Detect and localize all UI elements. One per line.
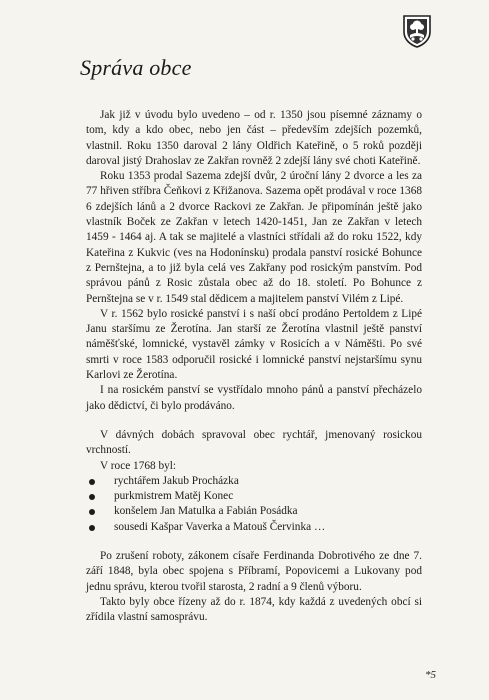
page-number: *5 bbox=[425, 669, 436, 681]
list-item: konšelem Jan Matulka a Fabián Posádka bbox=[86, 504, 422, 519]
spacer bbox=[86, 535, 422, 549]
paragraph-roboty: Po zrušení roboty, zákonem císaře Ferdinanda Dobrotivého ze dne 7. září 1848, byla obec spojena s Příbramí, Popovicemi a Lukovany pod jednu správu, kterou tvořil starosta, 2 radní a 9 členů výboru. bbox=[86, 550, 422, 593]
coat-of-arms-icon bbox=[402, 14, 432, 48]
document-body bbox=[86, 108, 422, 626]
list-intro: V roce 1768 byl: bbox=[100, 459, 177, 472]
paragraph-1353: Roku 1353 prodal Sazema zdejší dvůr, 2 úroční lány 2 dvorce a les za 77 hřiven stříbra Čeňkovi z Křižanova. Sazema opět prodával v roce 1368 6 zdejších lánů a 2 dvorce Rackovi ze Zakřan. Je připomínán ještě jako vlastník Boček ze Zakřan v letech 1420-1451, Jan ze Zakřan v letech 1459 - 1464 aj. A tak se majitelé a vlastníci střídali až do roku 1522, kdy Kateřina z Kukvic (ves na Hodonínsku) prodala panství rosické Bohunce z Pernštejna, a to již byla celá ves Zakřany pod rosickým panstvím. Pod správou pánů z Rosic zůstala obec až do 18. století. Po Bohunce z Pernštejna se v r. 1549 stal dědicem a majitelem panství Vilém z Lipé. bbox=[86, 170, 422, 305]
list-item: purkmistrem Matěj Konec bbox=[86, 489, 422, 504]
paragraph-1874: Takto byly obce řízeny až do r. 1874, kdy každá z uvedených obcí si zřídila vlastní samosprávu. bbox=[86, 595, 422, 624]
paragraph-rosicke-panstvi: I na rosickém panství se vystřídalo mnoho pánů a panství přecházelo jako dědictví, či bylo prodáváno. bbox=[86, 384, 422, 412]
list-item: rychtářem Jakub Procházka bbox=[86, 474, 422, 489]
page-title: Správa obce bbox=[80, 55, 192, 80]
paragraph-rychtar: V dávných dobách spravoval obec rychtář, jmenovaný rosickou vrchností. bbox=[86, 428, 422, 457]
list-item: sousedi Kašpar Vaverka a Matouš Červinka … bbox=[86, 520, 422, 535]
paragraph-intro: Jak již v úvodu bylo uvedeno – od r. 1350 jsou písemné záznamy o tom, kdy a kdo obec, nebo jen část – především zdejších pozemků, vlastnil. Roku 1350 daroval 2 lány Oldřich Kateřině, o 5 roků později daroval jistý Drahoslav ze Zakřan rovněž 2 zdejší lány své choti Kateřině. bbox=[86, 109, 422, 167]
spacer bbox=[86, 414, 422, 428]
paragraph-1562: V r. 1562 bylo rosické panství i s naší obcí prodáno Pertoldem z Lipé Janu staršímu ze Žerotína. Jan starší ze Žerotína vlastnil ještě panství náměšťské, lomnické, vystavěl zámky v Rosicích a v Náměšti. Po své smrti v roce 1583 odporučil rosické i lomnické panství nejstaršímu synu Karlovi ze Žerotína. bbox=[86, 307, 422, 382]
officials-list bbox=[86, 474, 422, 535]
